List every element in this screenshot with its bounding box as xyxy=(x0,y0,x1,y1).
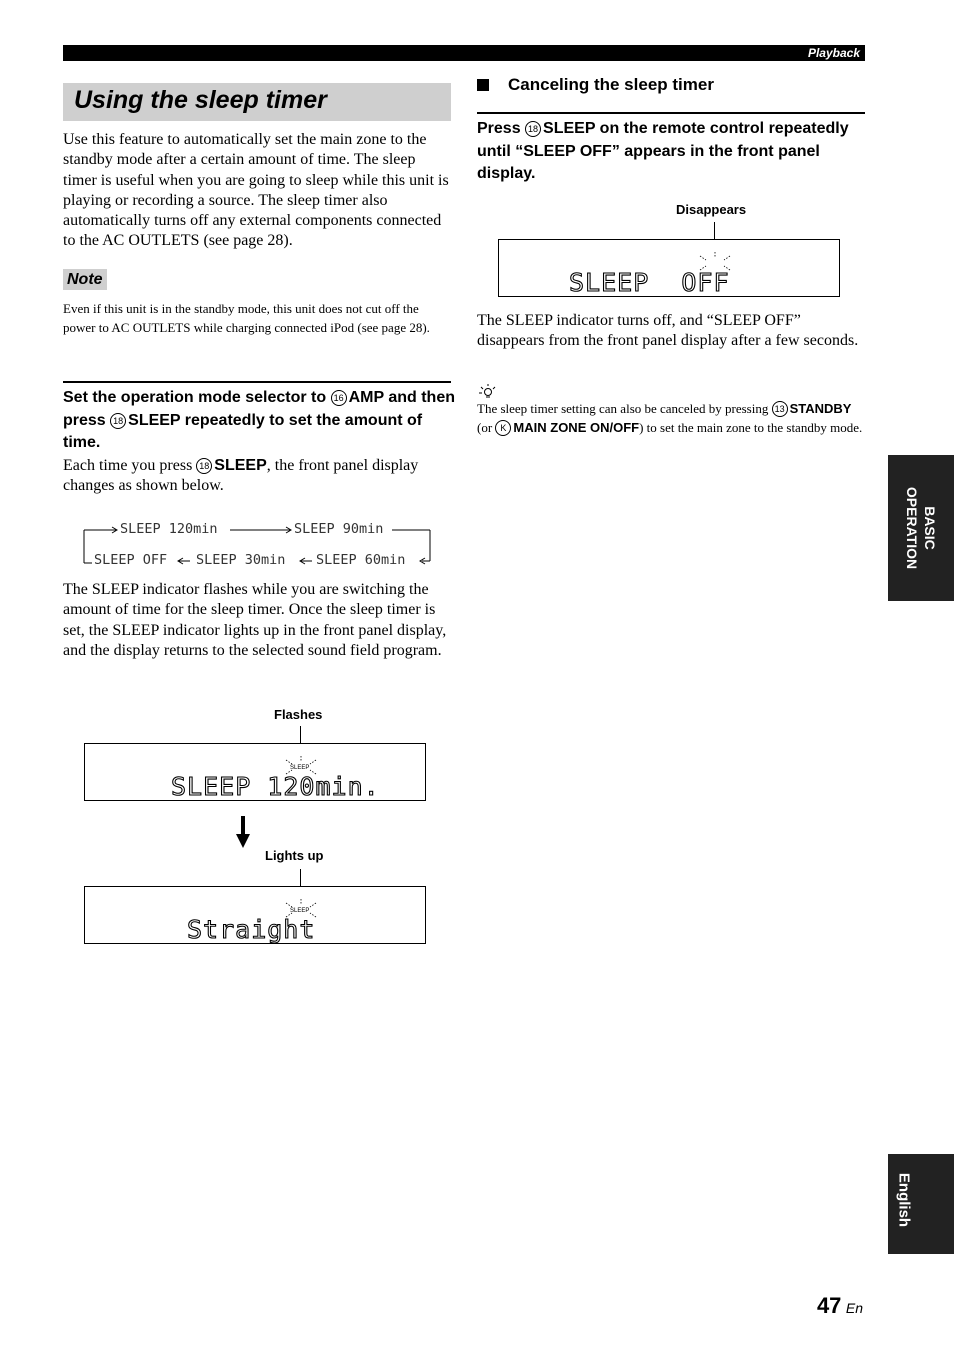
cancel-instruction: Press 18 SLEEP on the remote control repeatedly until “SLEEP OFF” appears in the front panel display. xyxy=(477,120,849,182)
cancel-result: The SLEEP indicator turns off, and “SLEEP OFF” disappears from the front panel display after a few seconds. xyxy=(477,312,859,350)
sequence-sleep-off: SLEEP OFF xyxy=(94,552,168,568)
square-bullet-icon xyxy=(477,79,489,91)
tip-lightbulb-icon xyxy=(477,383,497,399)
page-title: Using the sleep timer xyxy=(74,86,327,114)
note-text: Even if this unit is in the standby mode, this unit does not cut off the power to AC OUTLETS while charging connected iPod (see page 28). xyxy=(63,301,430,335)
lcd-text-disappears: SLEEP OFF xyxy=(569,268,730,297)
down-arrow-icon xyxy=(236,816,250,848)
language-tab-label: English xyxy=(895,1172,913,1228)
sequence-sleep-120: SLEEP 120min xyxy=(120,521,218,537)
sleep-indicator: SLEEP xyxy=(290,765,310,771)
sequence-sleep-60: SLEEP 60min xyxy=(316,552,406,568)
key-letter-k: K xyxy=(495,420,511,436)
key-number-18: 18 xyxy=(196,458,212,474)
cancel-heading: Canceling the sleep timer xyxy=(508,75,714,94)
front-panel-display-disappears xyxy=(498,239,840,297)
front-panel-display-lights-up xyxy=(84,886,426,944)
step-rule xyxy=(63,381,451,383)
flashes-callout: Flashes xyxy=(274,707,323,722)
sleep-key: SLEEP xyxy=(128,411,181,429)
sequence-sleep-30: SLEEP 30min xyxy=(196,552,286,568)
front-panel-display-flashes xyxy=(84,743,426,801)
sleep-key: SLEEP xyxy=(543,120,596,137)
tip-text: The sleep timer setting can also be canceled by pressing 13 STANDBY (or K MAIN ZONE ON/OFF) to set the main zone to the standby mode. xyxy=(477,401,863,435)
page-number: 47 En xyxy=(816,1293,863,1318)
sequence-sleep-90: SLEEP 90min xyxy=(294,521,384,537)
intro-paragraph: Use this feature to automatically set the main zone to the standby mode after a certain amount of time. The sleep timer is useful when you are going to sleep while this unit is playing or recording a source. The sleep timer also automatically turns off any external components connected to the AC OUTLETS (see page 28). xyxy=(63,131,449,250)
key-number-18: 18 xyxy=(525,121,541,137)
sleep-indicator: SLEEP xyxy=(290,908,310,914)
lights-up-callout: Lights up xyxy=(265,848,324,863)
amp-key: AMP xyxy=(348,389,384,406)
disappears-callout: Disappears xyxy=(676,202,747,217)
note-label: Note xyxy=(63,269,107,290)
lcd-text-lights-up: Straight xyxy=(187,915,316,944)
flash-paragraph: The SLEEP indicator flashes while you are switching the amount of time for the sleep timer. Once the sleep timer is set, the SLEEP indicator lights up in the front panel display, and the display returns to the selected sound field program. xyxy=(63,581,447,659)
header-bar xyxy=(63,45,865,61)
step-instruction: Set the operation mode selector to 16 AMP and then press 18 SLEEP repeatedly to set the amount of time. xyxy=(63,389,455,451)
key-number-18: 18 xyxy=(110,413,126,429)
key-number-13: 13 xyxy=(772,401,788,417)
cancel-rule xyxy=(477,112,865,114)
step-description: Each time you press 18 SLEEP, the front panel display changes as shown below. xyxy=(63,457,419,495)
section-tab-label: BASIC OPERATION xyxy=(904,486,938,570)
key-number-16: 16 xyxy=(331,390,347,406)
sleep-sequence-diagram xyxy=(82,518,434,572)
section-label: Playback xyxy=(807,46,860,60)
lcd-text-flashes: SLEEP 120min. xyxy=(171,772,380,801)
